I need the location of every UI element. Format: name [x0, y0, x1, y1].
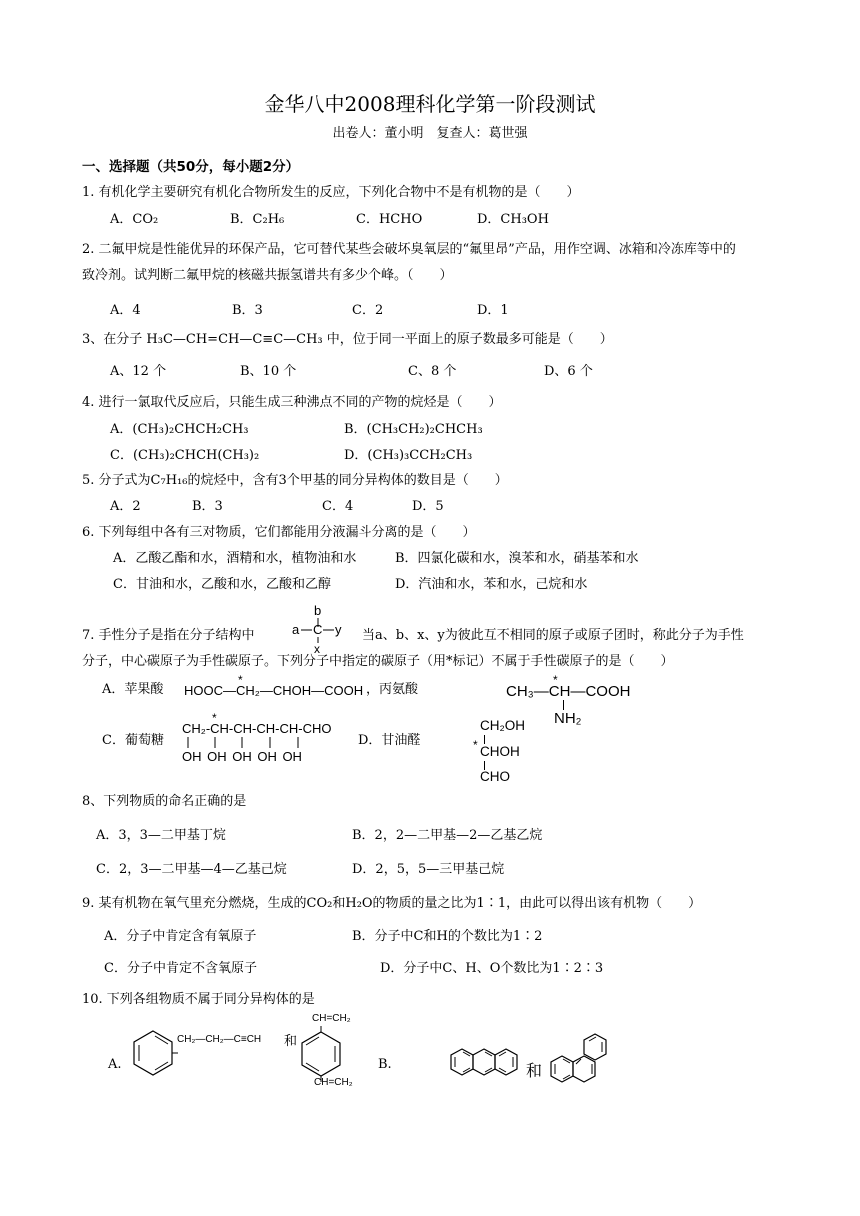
q10-stem: 10. 下列各组物质不属于同分异构体的是 — [82, 992, 315, 1007]
q7-option-c-formula: CH₂-CH-CH-CH-CH-CHO — [182, 721, 332, 736]
q5-stem: 5. 分子式为C₇H₁₆的烷烃中，含有3个甲基的同分异构体的数目是（ ） — [82, 473, 508, 488]
q7-d-star: * — [473, 738, 478, 752]
q7-option-a-formula: HOOC—CH₂—CHOH—COOH — [184, 683, 364, 698]
q1-option-b: B．C₂H₆ — [230, 212, 285, 227]
q9-option-d: D．分子中C、H、O个数比为1∶2∶3 — [380, 961, 604, 976]
q10-a-and: 和 — [284, 1034, 298, 1049]
q10-option-a-label: A. — [108, 1057, 122, 1072]
chiral-y-label: y — [335, 622, 342, 637]
q7-option-a-label: A．苹果酸 — [102, 682, 164, 697]
q3-option-b: B、10 个 — [240, 364, 297, 379]
q10-a-bottom-substituent: CH=CH₂ — [314, 1077, 353, 1088]
q4-stem: 4. 进行一氯取代反应后，只能生成三种沸点不同的产物的烷烃是（ ） — [82, 395, 502, 410]
q6-option-b: B．四氯化碳和水，溴苯和水，硝基苯和水 — [395, 551, 639, 566]
q7-c-bonds — [182, 737, 352, 749]
anthracene-structure — [450, 1045, 522, 1085]
q2-option-a: A．4 — [110, 303, 141, 318]
q9-option-c: C．分子中肯定不含氧原子 — [104, 961, 257, 976]
q6-option-d: D．汽油和水，苯和水，己烷和水 — [395, 577, 588, 592]
q4-option-b: B．(CH₃CH₂)₂CHCH₃ — [344, 422, 483, 437]
q1-option-d: D．CH₃OH — [477, 212, 549, 227]
q1-stem: 1. 有机化学主要研究有机化合物所发生的反应，下列化合物中不是有机物的是（ ） — [82, 185, 580, 200]
q7-a-star: * — [238, 673, 243, 687]
q7-b-star: * — [553, 673, 558, 687]
q1-option-a: A．CO₂ — [110, 212, 159, 227]
chiral-a-label: a — [292, 622, 300, 637]
benzene-ring-structure-a1 — [128, 1025, 178, 1081]
q7-option-b-substituent: NH₂ — [554, 710, 582, 727]
q2-option-d: D．1 — [477, 303, 509, 318]
q7-option-b-formula: CH₃—CH—COOH — [506, 683, 631, 700]
q7-d-line1: CH₂OH — [480, 718, 525, 733]
q5-option-d: D．5 — [412, 499, 444, 514]
q3-option-c: C、8 个 — [408, 364, 457, 379]
q8-stem: 8、下列物质的命名正确的是 — [82, 794, 247, 809]
q1-option-c: C．HCHO — [356, 212, 423, 227]
q5-option-b: B．3 — [192, 499, 223, 514]
q7-option-d-label: D．甘油醛 — [358, 733, 421, 748]
chiral-x-label: x — [314, 642, 320, 655]
q7-d-line3: CHO — [480, 769, 510, 784]
q7-d-line2: CHOH — [480, 744, 520, 759]
q4-option-a: A．(CH₃)₂CHCH₂CH₃ — [110, 422, 249, 437]
phenanthrene-structure — [548, 1026, 612, 1088]
q2-stem-line2: 致冷剂。试判断二氟甲烷的核磁共振氢谱共有多少个峰。（ ） — [82, 268, 453, 283]
q6-option-c: C．甘油和水，乙酸和水，乙酸和乙醇 — [113, 577, 331, 592]
q9-option-a: A．分子中肯定含有氧原子 — [104, 929, 257, 944]
chiral-b-label: b — [314, 603, 322, 618]
q7-c-star: * — [212, 711, 217, 725]
q8-option-d: D．2，5，5—三甲基己烷 — [352, 862, 505, 877]
page-title: 金华八中2008理科化学第一阶段测试 — [264, 92, 596, 116]
q9-option-b: B．分子中C和H的个数比为1∶2 — [352, 929, 543, 944]
q4-option-d: D．(CH₃)₃CCH₂CH₃ — [344, 448, 473, 463]
q2-option-b: B．3 — [232, 303, 263, 318]
q5-option-a: A．2 — [110, 499, 141, 514]
section-heading: 一、选择题（共50分，每小题2分） — [82, 159, 300, 175]
q10-option-b-label: B. — [378, 1057, 392, 1072]
q3-option-d: D、6 个 — [544, 364, 593, 379]
q7-option-c-substituents: OH OH OH OH OH — [182, 749, 302, 764]
q7-b-bond — [563, 700, 564, 710]
q6-stem: 6. 下列每组中各有三对物质，它们都能用分液漏斗分离的是（ ） — [82, 525, 476, 540]
q7-stem-line2: 分子，中心碳原子为手性碳原子。下列分子中指定的碳原子（用*标记）不属于手性碳原子的是（ ） — [82, 654, 674, 669]
q2-option-c: C．2 — [352, 303, 384, 318]
chiral-center-diagram — [290, 603, 350, 655]
author-line: 出卷人：董小明 复查人：葛世强 — [332, 126, 528, 141]
q3-stem: 3、在分子 H₃C—CH=CH—C≡C—CH₃ 中，位于同一平面上的原子数最多可能是（ ） — [82, 332, 613, 347]
q8-option-b: B．2，2—二甲基—2—乙基乙烷 — [352, 828, 543, 843]
q7-stem-line1-a: 7. 手性分子是指在分子结构中 — [82, 628, 255, 643]
q3-option-a: A、12 个 — [110, 364, 167, 379]
q4-option-c: C．(CH₃)₂CHCH(CH₃)₂ — [110, 448, 260, 463]
q8-option-a: A．3，3—二甲基丁烷 — [96, 828, 226, 843]
q2-stem-line1: 2. 二氟甲烷是性能优异的环保产品，它可替代某些会破坏臭氧层的“氟里昂”产品，用作空调、冰箱和冷冻库等中的 — [82, 242, 736, 257]
q10-b-and: 和 — [526, 1063, 543, 1080]
q9-stem: 9. 某有机物在氧气里充分燃烧，生成的CO₂和H₂O的物质的量之比为1∶1，由此可以得出该有机物（ ） — [82, 896, 702, 911]
q5-option-c: C．4 — [322, 499, 354, 514]
q7-stem-line1-b: 当a、b、x、y为彼此互不相同的原子或原子团时，称此分子为手性 — [362, 628, 744, 643]
q6-option-a: A．乙酸乙酯和水，酒精和水，植物油和水 — [113, 551, 357, 566]
q7-option-c-label: C．葡萄糖 — [102, 733, 164, 748]
benzene-ring-structure-a2 — [296, 1026, 346, 1082]
q7-option-b-label: ，丙氨酸 — [366, 682, 419, 697]
chiral-c-label: C — [313, 622, 323, 637]
q8-option-c: C．2，3—二甲基—4—乙基己烷 — [96, 862, 287, 877]
q10-a-chain: CH₂—CH₂—C≡CH — [177, 1034, 262, 1045]
q10-a-top-substituent: CH=CH₂ — [312, 1013, 351, 1024]
q7-d-bond1 — [484, 735, 485, 744]
